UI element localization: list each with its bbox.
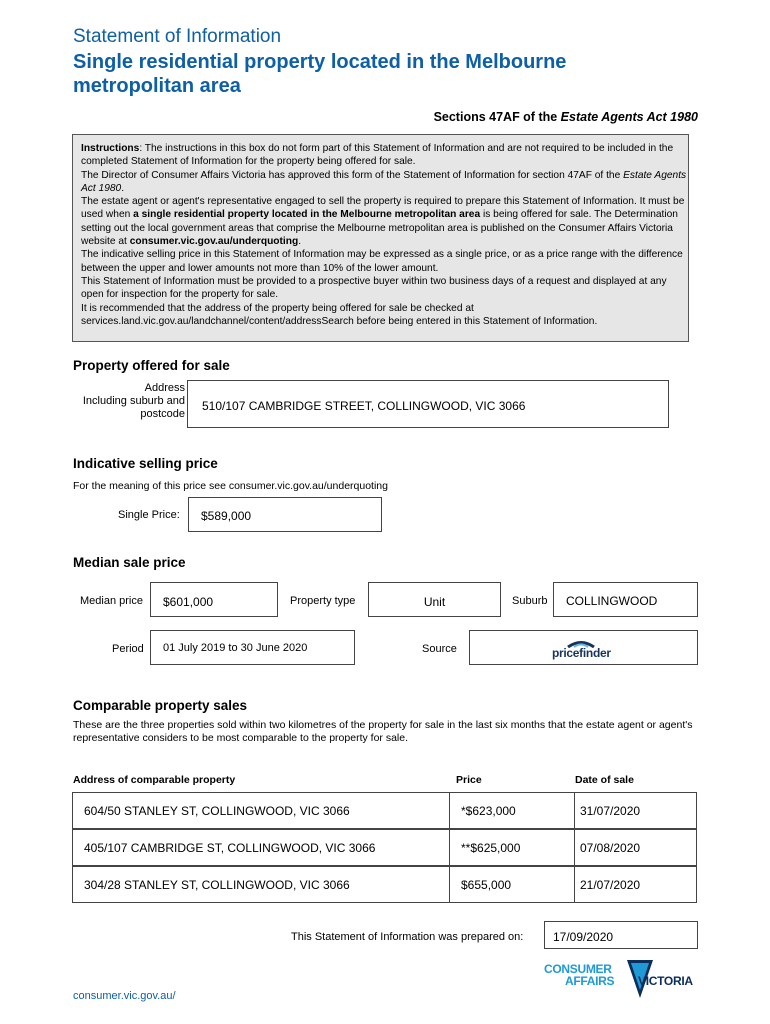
prepared-label: This Statement of Information was prepared on: [291,931,524,943]
instructions-p4: The indicative selling price in this Statement of Information may be expressed as a single price, or as a price range with the difference between the upper and lower amounts not more than 10% of the lower amount. [81,249,683,274]
comp-price: *$623,000 [461,804,516,818]
consumer-affairs-victoria-logo: CONSUMER AFFAIRS VICTORIA [544,960,704,1004]
instructions-p6: It is recommended that the address of the property being offered for sale be checked at services.land.vic.gov.au/landchannel/content/addressSearch before being entered in this Statement of Information. [81,302,598,327]
instructions-p3-end: . [298,236,302,248]
col-date-header: Date of sale [575,774,634,786]
sections-reference [434,110,698,124]
instructions-act: Estate Agents Act 1980 [81,169,687,194]
instructions-p3: The estate agent or agent's representative engaged to sell the property is required to prepare this Statement of Information. It must be used when [81,196,685,221]
footer-url[interactable]: consumer.vic.gov.au/ [73,990,176,1002]
instructions-p3-bold: a single residential property located in the Melbourne metropolitan area [133,209,481,221]
comp-date: 07/08/2020 [580,841,641,855]
instructions-label: Instructions [81,143,140,154]
property-type-label: Property type [290,595,356,607]
property-type-field[interactable]: Unit [368,582,501,617]
indicative-heading: Indicative selling price [73,456,218,471]
instructions-box [72,134,689,342]
instructions-p3-mid: is being offered for sale. The Determination setting out the local government areas that comprise the Melbourne metropolitan area is published on the Consumer Affairs Victoria website at [81,209,678,248]
period-field[interactable]: 01 July 2019 to 30 June 2020 [150,630,355,665]
document-subtitle: Single residential property located in the Melbourne metropolitan area [73,51,567,97]
property-heading: Property offered for sale [73,358,230,373]
table-row [72,866,697,903]
table-row [72,829,697,866]
suburb-label: Suburb [512,595,548,607]
instructions-p5: This Statement of Information must be provided to a prospective buyer within two business days of a request and displayed at any open for inspection for the property for sale. [81,275,667,301]
sections-act: Estate Agents Act 1980 [560,110,698,124]
sections-prefix: Sections 47AF of the [433,110,561,124]
prepared-date-field[interactable]: 17/09/2020 [544,921,698,949]
source-label: Source [422,643,457,655]
median-price-field[interactable]: $601,000 [150,582,278,617]
underquoting-link[interactable]: consumer.vic.gov.au/underquoting [129,236,299,248]
comp-price: $655,000 [461,878,512,892]
instructions-p2-end: . [121,182,125,194]
col-price-header: Price [456,774,482,786]
instructions-p1: : The instructions in this box do not form part of this Statement of Information and are not required to be included in the completed Statement of Information for the property being offered for sale. [81,143,674,168]
col-address-header: Address of comparable property [73,774,236,786]
comp-price: **$625,000 [461,841,521,855]
single-price-field[interactable]: $589,000 [188,497,382,532]
table-row [72,792,697,829]
source-field[interactable] [469,630,698,665]
instructions-p2: The Director of Consumer Affairs Victoria has approved this form of the Statement of Information for section 47AF of the [81,169,624,181]
comp-date: 21/07/2020 [580,878,641,892]
comparable-heading: Comparable property sales [73,698,248,713]
address-label: Address Including suburb and postcode [82,382,185,420]
single-price-label: Single Price: [118,509,180,521]
suburb-field[interactable]: COLLINGWOOD [553,582,698,617]
pricefinder-logo-text: pricefinder [552,646,611,660]
comp-address: 304/28 STANLEY ST, COLLINGWOOD, VIC 3066 [84,878,350,892]
comp-address: 405/107 CAMBRIDGE ST, COLLINGWOOD, VIC 3066 [84,841,376,855]
comp-date: 31/07/2020 [580,804,641,818]
property-address-field[interactable]: 510/107 CAMBRIDGE STREET, COLLINGWOOD, VIC 3066 [187,380,669,428]
median-price-label: Median price [80,595,143,607]
comparable-description: These are the three properties sold within two kilometres of the property for sale in the last six months that the estate agent or agent's representative considers to be most comparable to the property for sale. [73,719,693,744]
median-heading: Median sale price [73,555,186,570]
indicative-note: For the meaning of this price see consumer.vic.gov.au/underquoting [73,480,388,492]
comp-address: 604/50 STANLEY ST, COLLINGWOOD, VIC 3066 [84,804,350,818]
document-title: Statement of Information [73,26,282,47]
period-label: Period [112,643,144,655]
